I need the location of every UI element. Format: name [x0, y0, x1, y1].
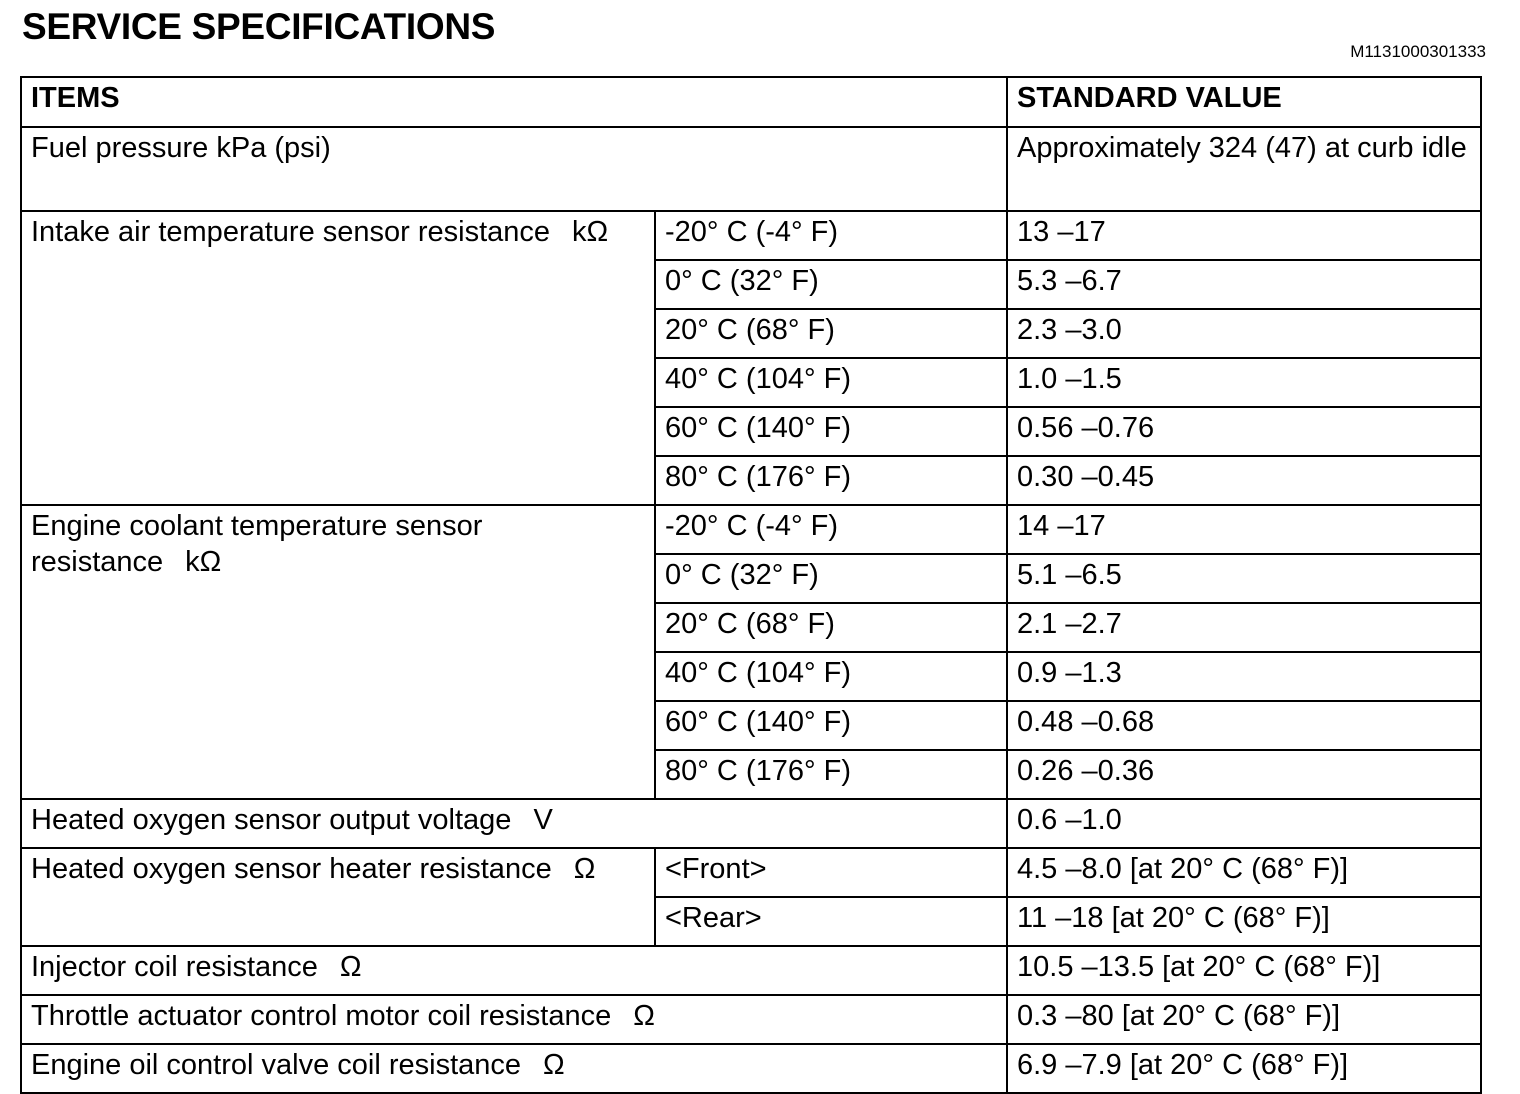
header-items: ITEMS — [21, 77, 1007, 127]
item-label: Heated oxygen sensor heater resistance — [31, 853, 552, 885]
value-cell: 0.3 –80 [at 20° C (68° F)] — [1007, 995, 1481, 1044]
value-cell: 1.0 –1.5 — [1007, 358, 1481, 407]
item-label: Engine coolant temperature sensor resistance — [31, 510, 483, 578]
table-row-throttle — [21, 995, 1481, 1044]
value-cell: 14 –17 — [1007, 505, 1481, 554]
service-specifications-table — [20, 76, 1482, 1094]
condition-cell: -20° C (-4° F) — [655, 505, 1007, 554]
item-fuel-pressure: Fuel pressure kPa (psi) — [21, 127, 1007, 211]
condition-cell: 20° C (68° F) — [655, 603, 1007, 652]
table-row-intake-air — [21, 211, 1481, 260]
item-injector — [21, 946, 1007, 995]
condition-cell: <Front> — [655, 848, 1007, 897]
value-cell: 2.1 –2.7 — [1007, 603, 1481, 652]
page-title: SERVICE SPECIFICATIONS — [22, 6, 496, 47]
item-intake-air — [21, 211, 655, 505]
value-cell: 5.3 –6.7 — [1007, 260, 1481, 309]
item-label: Heated oxygen sensor output voltage — [31, 804, 512, 836]
item-label: Throttle actuator control motor coil resistance — [31, 1000, 612, 1032]
table-row-injector — [21, 946, 1481, 995]
table-row-o2-voltage — [21, 799, 1481, 848]
unit-label: Ω — [573, 853, 596, 885]
condition-cell: -20° C (-4° F) — [655, 211, 1007, 260]
value-cell: 0.9 –1.3 — [1007, 652, 1481, 701]
condition-cell: 40° C (104° F) — [655, 652, 1007, 701]
table-row-o2-heater — [21, 848, 1481, 897]
value-fuel-pressure: Approximately 324 (47) at curb idle — [1007, 127, 1481, 211]
table-row-fuel-pressure — [21, 127, 1481, 211]
item-label: Engine oil control valve coil resistance — [31, 1049, 522, 1081]
value-cell: 0.56 –0.76 — [1007, 407, 1481, 456]
item-oil-valve — [21, 1044, 1007, 1093]
condition-cell: 80° C (176° F) — [655, 456, 1007, 505]
value-cell: 4.5 –8.0 [at 20° C (68° F)] — [1007, 848, 1481, 897]
condition-cell: <Rear> — [655, 897, 1007, 946]
unit-label: V — [533, 804, 553, 836]
item-o2-heater — [21, 848, 655, 946]
header-standard-value: STANDARD VALUE — [1007, 77, 1481, 127]
value-cell: 6.9 –7.9 [at 20° C (68° F)] — [1007, 1044, 1481, 1093]
condition-cell: 60° C (140° F) — [655, 701, 1007, 750]
condition-cell: 60° C (140° F) — [655, 407, 1007, 456]
condition-cell: 40° C (104° F) — [655, 358, 1007, 407]
value-cell: 13 –17 — [1007, 211, 1481, 260]
value-cell: 5.1 –6.5 — [1007, 554, 1481, 603]
value-cell: 0.26 –0.36 — [1007, 750, 1481, 799]
value-cell: 0.6 –1.0 — [1007, 799, 1481, 848]
value-cell: 0.48 –0.68 — [1007, 701, 1481, 750]
item-label: Intake air temperature sensor resistance — [31, 216, 551, 248]
condition-cell: 0° C (32° F) — [655, 554, 1007, 603]
unit-label: Ω — [633, 1000, 655, 1032]
value-cell: 0.30 –0.45 — [1007, 456, 1481, 505]
condition-cell: 80° C (176° F) — [655, 750, 1007, 799]
value-cell: 10.5 –13.5 [at 20° C (68° F)] — [1007, 946, 1481, 995]
condition-cell: 0° C (32° F) — [655, 260, 1007, 309]
item-throttle — [21, 995, 1007, 1044]
condition-cell: 20° C (68° F) — [655, 309, 1007, 358]
value-cell: 11 –18 [at 20° C (68° F)] — [1007, 897, 1481, 946]
table-header-row — [21, 77, 1481, 127]
unit-label: kΩ — [185, 546, 222, 578]
table-row-coolant — [21, 505, 1481, 554]
item-coolant — [21, 505, 655, 799]
unit-label: kΩ — [572, 216, 609, 248]
item-label: Injector coil resistance — [31, 951, 318, 983]
document-id: M1131000301333 — [1350, 42, 1486, 61]
unit-label: Ω — [543, 1049, 565, 1081]
table-row-oil-valve — [21, 1044, 1481, 1093]
unit-label: Ω — [339, 951, 362, 983]
value-cell: 2.3 –3.0 — [1007, 309, 1481, 358]
item-o2-voltage — [21, 799, 1007, 848]
